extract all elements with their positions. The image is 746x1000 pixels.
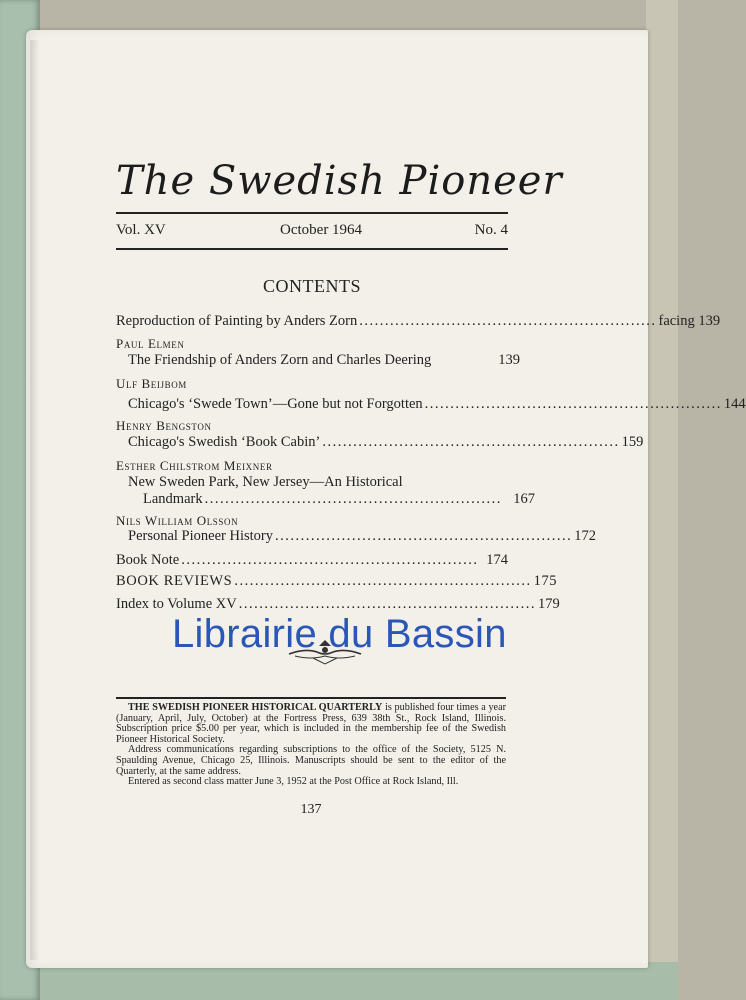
toc-title: Personal Pioneer History <box>128 528 273 544</box>
toc-title: Chicago's Swedish ‘Book Cabin’ <box>128 434 321 450</box>
notice-rule <box>116 697 506 699</box>
toc-entry <box>116 552 508 569</box>
notice-paragraph-3: Entered as second class matter June 3, 1952 at the Post Office at Rock Island, Ill. <box>128 776 459 788</box>
toc-page: 172 <box>574 528 596 544</box>
toc-leader: .......................................................... <box>424 396 722 412</box>
toc-title-line2: Landmark <box>143 491 203 507</box>
cover-right-edge <box>646 0 678 1000</box>
toc-leader: .......................................................... <box>238 596 536 612</box>
toc-leader: .......................................................... <box>234 573 532 589</box>
page-gutter-shadow <box>30 40 40 960</box>
toc-entry <box>116 491 535 508</box>
contents-heading: CONTENTS <box>263 276 361 296</box>
toc-title: Chicago's ‘Swede Town’—Gone but not Forgotten <box>128 396 423 412</box>
toc-leader: .......................................................... <box>204 491 502 507</box>
toc-title: The Friendship of Anders Zorn and Charles Deering <box>128 352 432 368</box>
toc-author: Henry Bengston <box>116 418 212 433</box>
watermark: Librairie du Bassin <box>172 612 507 656</box>
toc-author: Nils William Olsson <box>116 513 239 528</box>
toc-entry-frontispiece <box>116 313 721 330</box>
toc-page: 174 <box>486 552 508 568</box>
toc-entry <box>116 596 560 613</box>
toc-page: 139 <box>498 352 520 368</box>
toc-leader: .......................................................... <box>322 434 620 450</box>
toc-title: Index to Volume XV <box>116 596 237 612</box>
publication-notice <box>116 703 506 788</box>
toc-leader: .......................................................... <box>359 313 657 329</box>
issue-number: No. 4 <box>474 222 508 238</box>
toc-page: facing 139 <box>658 313 721 329</box>
notice-text: is published four times a year (January, April, July, October) at the Fortress Press, 639 38th St., Rock Island, Illinois. Subscription price $5.00 per year, which is included in the membership fee of the Swedish Pioneer Historical Society. <box>116 702 506 745</box>
toc-leader: .......................................................... <box>181 552 479 568</box>
toc-author: Esther Chilstrom Meixner <box>116 458 273 473</box>
page-number: 137 <box>300 802 322 817</box>
toc-page: 179 <box>537 596 560 612</box>
toc-author: Paul Elmen <box>116 336 185 351</box>
toc-title: Book Note <box>116 552 180 568</box>
notice-paragraph-1 <box>116 703 506 745</box>
notice-paragraph-2: Address communications regarding subscriptions to the office of the Society, 5125 N. Spaulding Avenue, Chicago 25, Illinois. Manuscripts should be sent to the editor of the Quarterly, at the same address. <box>116 744 506 777</box>
notice-publisher: THE SWEDISH PIONEER HISTORICAL QUARTERLY <box>128 702 383 713</box>
masthead-title: The Swedish Pioneer <box>116 158 563 204</box>
toc-page: 144 <box>723 396 746 412</box>
toc-entry <box>116 434 644 451</box>
masthead-rule-top <box>116 212 508 214</box>
toc-page: 159 <box>621 434 644 450</box>
toc-title: Reproduction of Painting by Anders Zorn <box>116 313 358 329</box>
toc-page: 175 <box>533 573 558 589</box>
toc-entry <box>116 352 520 369</box>
toc-author: Ulf Beijbom <box>116 376 187 391</box>
toc-leader: .......................................................... <box>274 528 573 544</box>
toc-entry <box>116 396 746 413</box>
toc-page: 167 <box>513 491 535 507</box>
issue-volume: Vol. XV <box>116 222 166 238</box>
toc-entry <box>116 573 558 590</box>
toc-entry <box>116 528 596 545</box>
toc-title: BOOK REVIEWS <box>116 573 233 589</box>
issue-date: October 1964 <box>280 222 363 238</box>
toc-title-line1: New Sweden Park, New Jersey—An Historical <box>128 474 403 490</box>
masthead-rule-bottom <box>116 248 508 250</box>
